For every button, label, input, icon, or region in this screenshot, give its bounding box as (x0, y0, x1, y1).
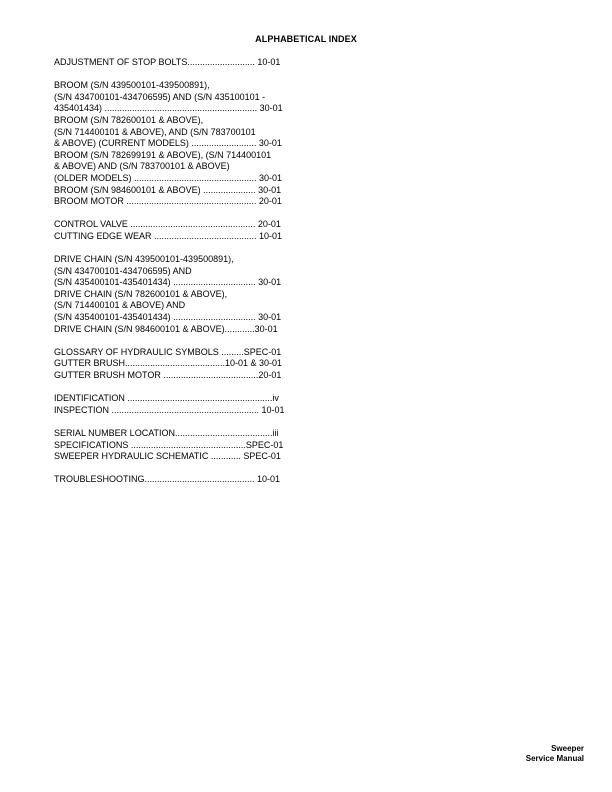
index-entry: BROOM (S/N 782600101 & ABOVE), (54, 114, 204, 125)
footer-subtitle: Service Manual (525, 754, 584, 763)
index-group (54, 80, 306, 208)
index-entry: (S/N 714400101 & ABOVE), AND (S/N 783700101 (54, 126, 256, 137)
index-entry: DRIVE CHAIN (S/N 984600101 & ABOVE)............30-01 (54, 323, 278, 334)
index-entry: BROOM (S/N 782699191 & ABOVE), (S/N 714400101 (54, 149, 272, 160)
index-entry: SWEEPER HYDRAULIC SCHEMATIC ............ SPEC-01 (54, 451, 281, 462)
index-entry: SPECIFICATIONS ..............................................SPEC-01 (54, 439, 284, 450)
index-entry: BROOM MOTOR .................................................... 20-01 (54, 196, 282, 207)
index-entry: 435401434) ............................................................. 30-01 (54, 103, 283, 114)
index-group (54, 347, 306, 382)
index-entry: TROUBLESHOOTING............................................ 10-01 (54, 474, 281, 485)
index-entry: IDENTIFICATION ..........................................................iv (54, 393, 279, 404)
index-group (54, 474, 306, 486)
index-entry: (S/N 435400101-435401434) ................................. 30-01 (54, 277, 282, 288)
index-entry: CUTTING EDGE WEAR ......................................... 10-01 (54, 230, 283, 241)
index-list (54, 57, 306, 498)
index-entry: (S/N 434700101-434706595) AND (54, 265, 192, 276)
index-entry: (S/N 435400101-435401434) ................................. 30-01 (54, 312, 282, 323)
index-entry: GLOSSARY OF HYDRAULIC SYMBOLS .........SPEC-01 (54, 346, 282, 357)
index-entry: (S/N 714400101 & ABOVE) AND (54, 300, 186, 311)
footer-title: Sweeper (551, 744, 584, 753)
index-entry: (OLDER MODELS) ................................................. 30-01 (54, 172, 283, 183)
index-entry: & ABOVE) AND (S/N 783700101 & ABOVE) (54, 161, 230, 172)
index-entry: (S/N 434700101-434706595) AND (S/N 435100101 - (54, 91, 266, 102)
index-group (54, 393, 306, 416)
index-entry: CONTROL VALVE .................................................. 20-01 (54, 219, 281, 230)
index-group (54, 57, 306, 69)
index-entry: DRIVE CHAIN (S/N 439500101-439500891), (54, 254, 234, 265)
index-entry: GUTTER BRUSH........................................10-01 & 30-01 (54, 358, 283, 369)
index-entry: BROOM (S/N 439500101-439500891), (54, 80, 210, 91)
index-entry: & ABOVE) (CURRENT MODELS) .......................... 30-01 (54, 138, 282, 149)
index-entry: SERIAL NUMBER LOCATION.......................................iii (54, 428, 279, 438)
index-group (54, 254, 306, 335)
index-group (54, 219, 306, 242)
index-entry: BROOM (S/N 984600101 & ABOVE) ..................... 30-01 (54, 184, 282, 195)
footer (526, 744, 584, 764)
page-title: ALPHABETICAL INDEX (255, 34, 357, 44)
index-entry: DRIVE CHAIN (S/N 782600101 & ABOVE), (54, 288, 228, 299)
index-group (54, 428, 306, 463)
index-entry: INSPECTION ........................................................... 10-01 (54, 404, 285, 415)
index-entry: GUTTER BRUSH MOTOR ......................................20-01 (54, 370, 282, 381)
index-entry: ADJUSTMENT OF STOP BOLTS........................... 10-01 (54, 57, 281, 67)
